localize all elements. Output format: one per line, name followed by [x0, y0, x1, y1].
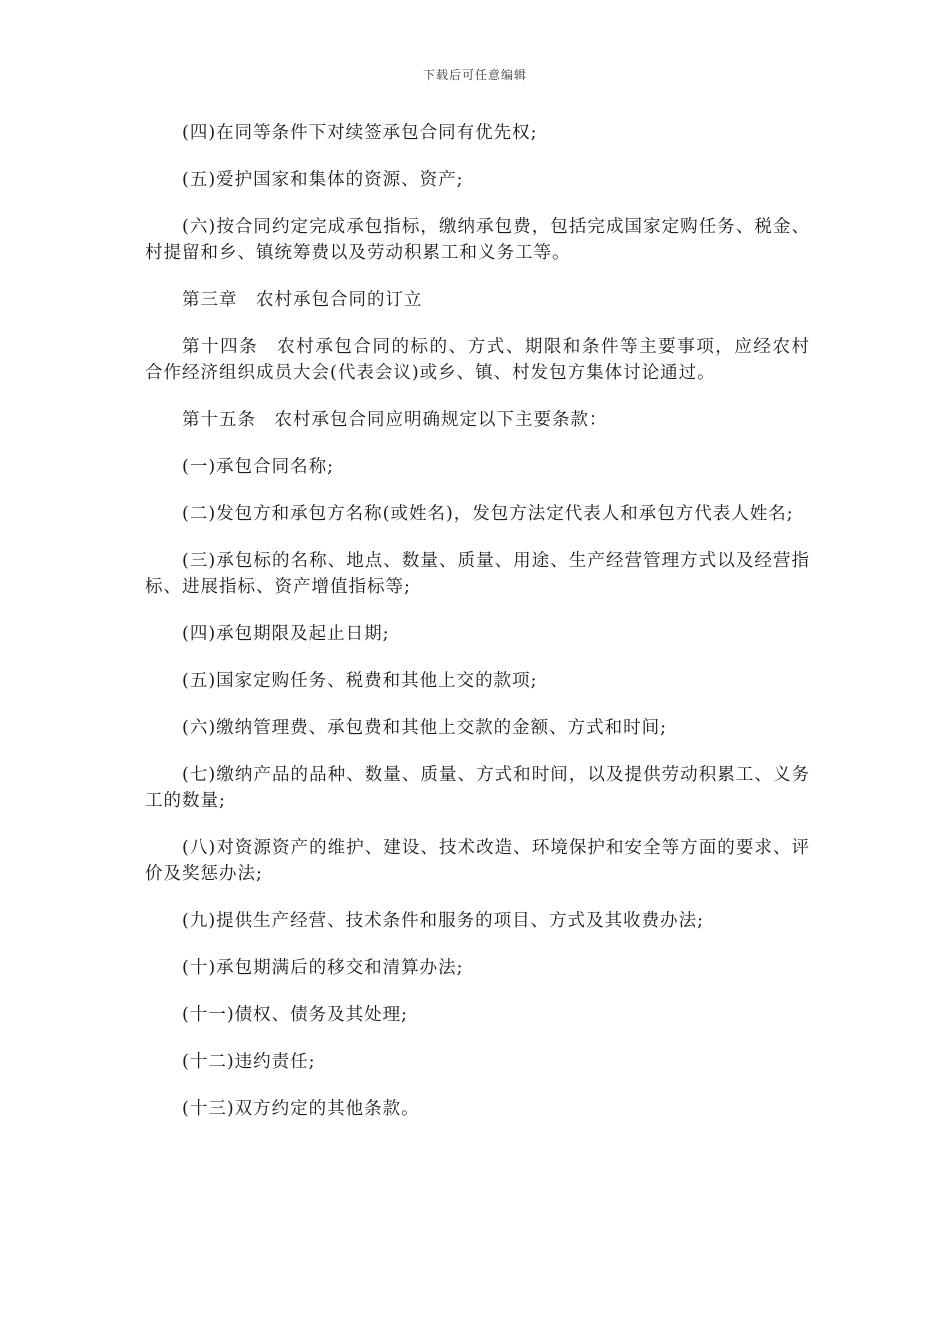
list-item-7: (七)缴纳产品的品种、数量、质量、方式和时间，以及提供劳动积累工、义务工的数量;	[145, 765, 810, 811]
list-item-1: (一)承包合同名称;	[182, 457, 335, 477]
list-item-3: (三)承包标的名称、地点、数量、质量、用途、生产经营管理方式以及经营指标、进展指标、资产增值指标等;	[145, 551, 810, 597]
list-item-12: (十二)违约责任;	[182, 1052, 316, 1072]
article-14: 第十四条 农村承包合同的标的、方式、期限和条件等主要事项，应经农村合作经济组织成员大会(代表会议)或乡、镇、村发包方集体讨论通过。	[145, 337, 810, 383]
list-item-4: (四)承包期限及起止日期;	[182, 624, 390, 644]
article-15: 第十五条 农村承包合同应明确规定以下主要条款：	[182, 410, 608, 430]
list-item-6: (六)缴纳管理费、承包费和其他上交款的金额、方式和时间;	[182, 718, 668, 738]
list-item-13: (十三)双方约定的其他条款。	[182, 1099, 420, 1119]
chapter-heading: 第三章 农村承包合同的订立	[182, 290, 423, 310]
paragraph-clause-4-priority: (四)在同等条件下对续签承包合同有优先权;	[182, 123, 538, 143]
document-body	[145, 120, 810, 1143]
page-header-note: 下载后可任意编辑	[422, 68, 527, 82]
list-item-5: (五)国家定购任务、税费和其他上交的款项;	[182, 671, 538, 691]
list-item-10: (十)承包期满后的移交和清算办法;	[182, 958, 464, 978]
paragraph-clause-5-protect: (五)爱护国家和集体的资源、资产;	[182, 170, 464, 190]
list-item-8: (八)对资源资产的维护、建设、技术改造、环境保护和安全等方面的要求、评价及奖惩办法;	[145, 838, 810, 884]
list-item-9: (九)提供生产经营、技术条件和服务的项目、方式及其收费办法;	[182, 911, 705, 931]
list-item-11: (十一)债权、债务及其处理;	[182, 1005, 409, 1025]
list-item-2: (二)发包方和承包方名称(或姓名)，发包方法定代表人和承包方代表人姓名;	[182, 504, 794, 524]
paragraph-clause-6-obligations: (六)按合同约定完成承包指标，缴纳承包费，包括完成国家定购任务、税金、村提留和乡、镇统筹费以及劳动积累工和义务工等。	[145, 217, 810, 263]
